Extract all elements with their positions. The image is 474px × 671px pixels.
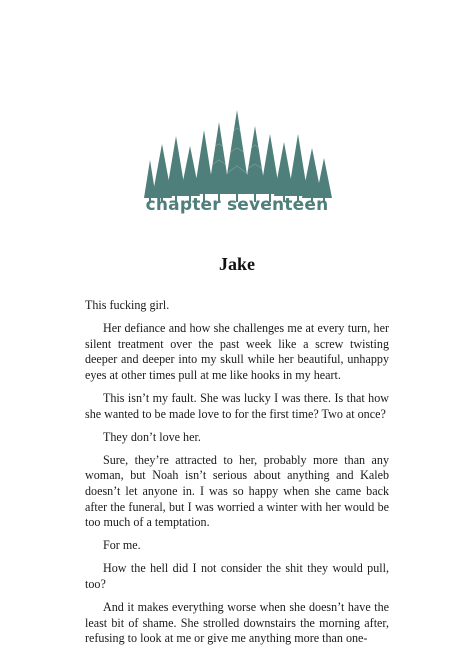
paragraph: Sure, they’re attracted to her, probably more than any woman, but Noah isn’t serious about anything and Kaleb doesn’t let anyone in. I was so happy when she came back after the funeral, but I was worried a winter with her would be too much of a temptation. (85, 452, 389, 530)
paragraph: They don’t love her. (103, 429, 201, 444)
chapter-label: chapter seventeen (145, 195, 329, 215)
paragraph: And it makes everything worse when she doesn’t have the least bit of shame. She strolled downstairs the morning after, refusing to look at me or give me anything more than one- (85, 600, 389, 646)
chapter-body (85, 298, 389, 654)
pine-forest-icon (140, 108, 334, 204)
paragraph: How the hell did I not consider the shit they would pull, too? (85, 561, 389, 591)
paragraph: Her defiance and how she challenges me at every turn, her silent treatment over the past week like a screw twisting deeper and deeper into my skull while her beautiful, unhappy eyes at other times pull at me like hooks in my heart. (85, 321, 389, 382)
paragraph: This isn’t my fault. She was lucky I was there. Is that how she wanted to be made love to for the first time? Two at once? (85, 390, 389, 421)
chapter-title: Jake (219, 254, 255, 274)
paragraph: For me. (103, 538, 141, 553)
paragraph: This fucking girl. (85, 298, 170, 312)
